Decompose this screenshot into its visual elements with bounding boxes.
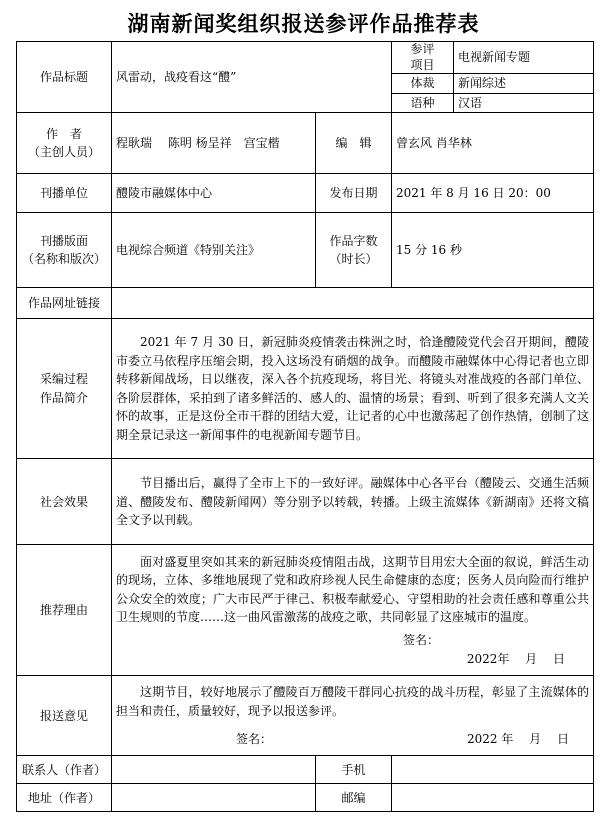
publish-date-label: 发布日期 <box>316 174 392 213</box>
language-label: 语种 <box>392 93 454 113</box>
genre-label: 体裁 <box>392 74 454 94</box>
word-count-label <box>316 213 392 288</box>
recommendation-form <box>16 41 594 812</box>
publisher-value: 醴陵市融媒体中心 <box>112 174 316 213</box>
work-title-label: 作品标题 <box>17 42 112 113</box>
process-label-line2: 作品简介 <box>39 390 88 405</box>
effect-text: 节目播出后，赢得了全市上下的一致好评。融媒体中心各平台（醴陵云、交通生活频道、醴陵发布、醴陵新闻网）等分别予以转载，转播。上级主流媒体《新湖南》还将文稿全文予以刊载。 <box>112 459 594 545</box>
link-label: 作品网址链接 <box>17 288 112 319</box>
category-value: 电视新闻专题 <box>454 42 594 74</box>
language-value: 汉语 <box>454 93 594 113</box>
edition-label-line2: （名称和版次） <box>21 252 106 267</box>
genre-value: 新闻综述 <box>454 74 594 94</box>
contact-label: 联系人（作者） <box>17 756 112 784</box>
postcode-label: 邮编 <box>316 784 392 812</box>
submit-label: 报送意见 <box>17 676 112 756</box>
process-text: 2021 年 7 月 30 日，新冠肺炎疫情袭击株洲之时，恰逢醴陵党代会召开期间，醴陵市委立马依程序压缩会期，投入这场没有硝烟的战争。而醴陵市融媒体中心得记者也立即转移新闻战场，日以继夜，深入各个抗疫现场，将目光、将镜头对准战疫的各部门单位、各阶层群体，采拍到了诸多鲜活的、感人的、温情的场景；看到、听到了很多充满人文关怀的故事，正是这份全市干群的团结大爱，让记者的心中也激荡起了创作热情，创制了这期全景记录这一新闻事件的电视新闻专题节目。 <box>112 319 594 459</box>
publish-date-value: 2021 年 8 月 16 日 20：00 <box>392 174 594 213</box>
category-label: 参评 项目 <box>392 42 454 74</box>
author-value: 程耿瑞 陈明 杨呈祥 宫宝楷 <box>112 113 316 174</box>
author-label-line1: 作 者 <box>45 126 82 141</box>
effect-label: 社会效果 <box>17 459 112 545</box>
edition-label <box>17 213 112 288</box>
submit-sign-label: 签名： <box>236 732 273 747</box>
reason-date: 2022年 月 日 <box>466 651 565 666</box>
word-count-value: 15 分 16 秒 <box>392 213 594 288</box>
process-label <box>17 319 112 459</box>
author-label <box>17 113 112 174</box>
reason-sign-label: 签名： <box>402 632 439 647</box>
submit-cell <box>112 676 594 756</box>
word-count-label-line1: 作品字数 <box>329 233 378 248</box>
process-label-line1: 采编过程 <box>39 372 88 387</box>
reason-label: 推荐理由 <box>17 545 112 676</box>
publisher-label: 刊播单位 <box>17 174 112 213</box>
postcode-value[interactable] <box>392 784 594 812</box>
edition-label-line1: 刊播版面 <box>39 233 88 248</box>
phone-value[interactable] <box>392 756 594 784</box>
address-label: 地址（作者） <box>17 784 112 812</box>
phone-label: 手机 <box>316 756 392 784</box>
reason-cell <box>112 545 594 676</box>
work-title-value: 风雷动，战疫看这“醴” <box>112 42 392 113</box>
author-label-line2: （主创人员） <box>27 145 100 160</box>
address-value[interactable] <box>112 784 316 812</box>
word-count-label-line2: （时长） <box>329 252 378 267</box>
submit-date: 2022 年 月 日 <box>467 732 569 747</box>
editor-value: 曾玄风 肖华林 <box>392 113 594 174</box>
reason-text: 面对盛夏里突如其来的新冠肺炎疫情阻击战，这期节目用宏大全面的叙说，鲜活生动的现场，立体、多维地展现了党和政府珍视人民生命健康的态度；医务人员向险而行维护公众安全的效度；广大市民严于律己、积极奉献爱心、守望相助的社会责任感和尊重公共卫生规则的节度……这一曲风雷激荡的战疫之歌，共同彰显了这座城市的温度。 <box>116 554 589 625</box>
contact-value[interactable] <box>112 756 316 784</box>
editor-label: 编 辑 <box>316 113 392 174</box>
link-value[interactable] <box>112 288 594 319</box>
edition-value: 电视综合频道《特别关注》 <box>112 213 316 288</box>
page-title: 湖南新闻奖组织报送参评作品推荐表 <box>127 11 480 36</box>
submit-text: 这期节目，较好地展示了醴陵百万醴陵干群同心抗疫的战斗历程，彰显了主流媒体的担当和责任，质量较好，现予以报送参评。 <box>116 684 589 718</box>
